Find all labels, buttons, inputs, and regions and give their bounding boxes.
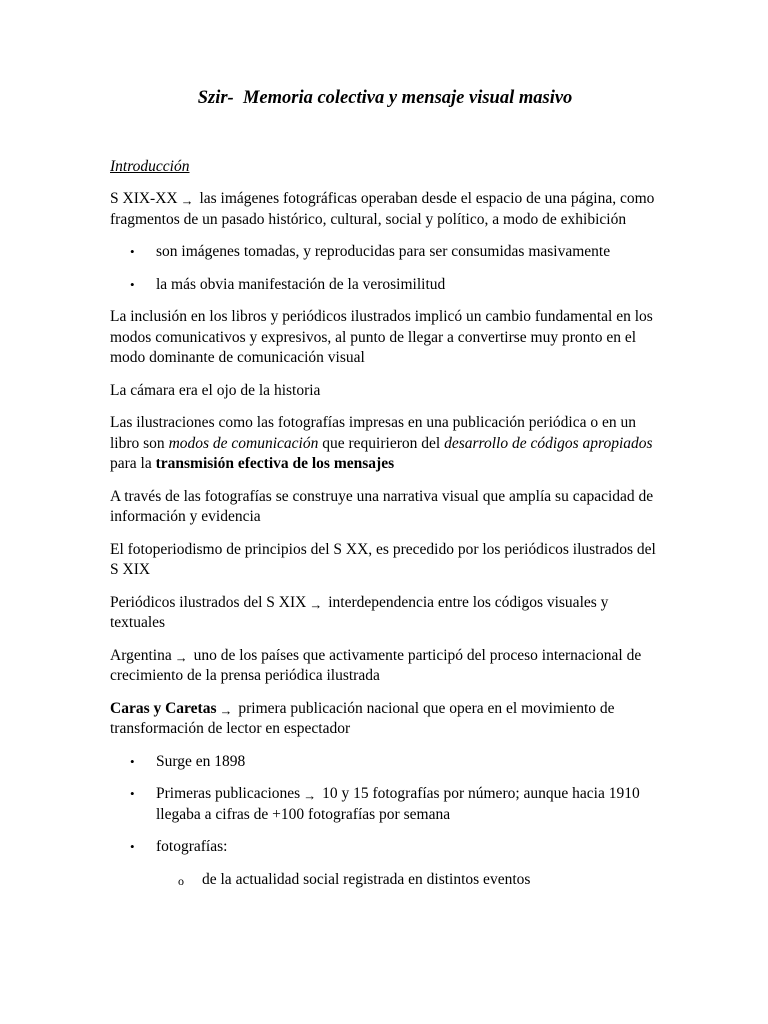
paragraph-7-text: interdependencia entre los códigos visuales y textuales [110, 593, 609, 631]
arrow-right-icon: → [303, 788, 317, 803]
list-item [110, 784, 660, 825]
paragraph-4-text-3: para la [110, 455, 156, 472]
paragraph-8-text: uno de los países que activamente participó del proceso internacional de crecimiento de la prensa periódica ilustrada [110, 646, 642, 684]
paragraph-1-lead: S XIX-XX [110, 190, 178, 207]
paragraph-4-italic-1: modos de comunicación [168, 434, 319, 452]
paragraph-9 [110, 699, 660, 740]
paragraph-4-italic-2: desarrollo de códigos apropiados [444, 434, 653, 452]
list-item: • son imágenes tomadas, y reproducidas para ser consumidas masivamente [110, 242, 660, 263]
paragraph-5: A través de las fotografías se construye una narrativa visual que amplía su capacidad de información y evidencia [110, 487, 654, 525]
paragraph-2: La inclusión en los libros y periódicos ilustrados implicó un cambio fundamental en los modos comunicativos y expresivos, al punto de llegar a convertirse muy pronto en el modo dominante de comunicación visual [110, 308, 653, 366]
paragraph-7-lead: Periódicos ilustrados del S XIX [110, 593, 307, 611]
paragraph-4-bold-1: transmisión efectiva de los mensajes [155, 455, 395, 472]
paragraph-1 [110, 189, 660, 230]
arrow-right-icon: → [180, 193, 194, 208]
sub-list-item: o de la actualidad social registrada en distintos eventos [110, 870, 660, 891]
bullet-list-1 [110, 242, 660, 295]
arrow-right-icon: → [309, 596, 323, 612]
arrow-right-icon: → [219, 702, 233, 718]
list-item-lead: Primeras publicaciones [156, 785, 301, 802]
paragraph-4-text-1: Las ilustraciones como las fotografías impresas en una publicación periódica o en un libro son [110, 414, 636, 452]
list-item: • Surge en 1898 [110, 752, 660, 773]
arrow-right-icon: → [174, 649, 188, 665]
paragraph-8 [110, 646, 660, 687]
paragraph-4 [110, 413, 660, 475]
bullet-list-2 [110, 752, 660, 891]
paragraph-3: La cámara era el ojo de la historia [110, 381, 321, 399]
list-item: • la más obvia manifestación de la verosimilitud [110, 275, 660, 296]
paragraph-1-text: las imágenes fotográficas operaban desde el espacio de una página, como fragmentos de un pasado histórico, cultural, social y político, a modo de exhibición [110, 190, 655, 228]
paragraph-9-lead: Caras y Caretas [110, 699, 217, 717]
document-title: Szir- Memoria colectiva y mensaje visual masivo [197, 88, 573, 108]
list-item-text: 10 y 15 fotografías por número; aunque hacia 1910 llegaba a cifras de +100 fotografías por semana [156, 785, 640, 823]
paragraph-6: El fotoperiodismo de principios del S XX, es precedido por los periódicos ilustrados del S XIX [110, 540, 656, 578]
paragraph-7 [110, 593, 660, 634]
paragraph-8-lead: Argentina [110, 646, 172, 664]
paragraph-4-text-2: que requirieron del [318, 434, 445, 452]
section-heading: Introducción [110, 157, 190, 175]
list-item: • fotografías: [110, 837, 660, 858]
paragraph-9-text: primera publicación nacional que opera en el movimiento de transformación de lector en espectador [110, 699, 615, 737]
